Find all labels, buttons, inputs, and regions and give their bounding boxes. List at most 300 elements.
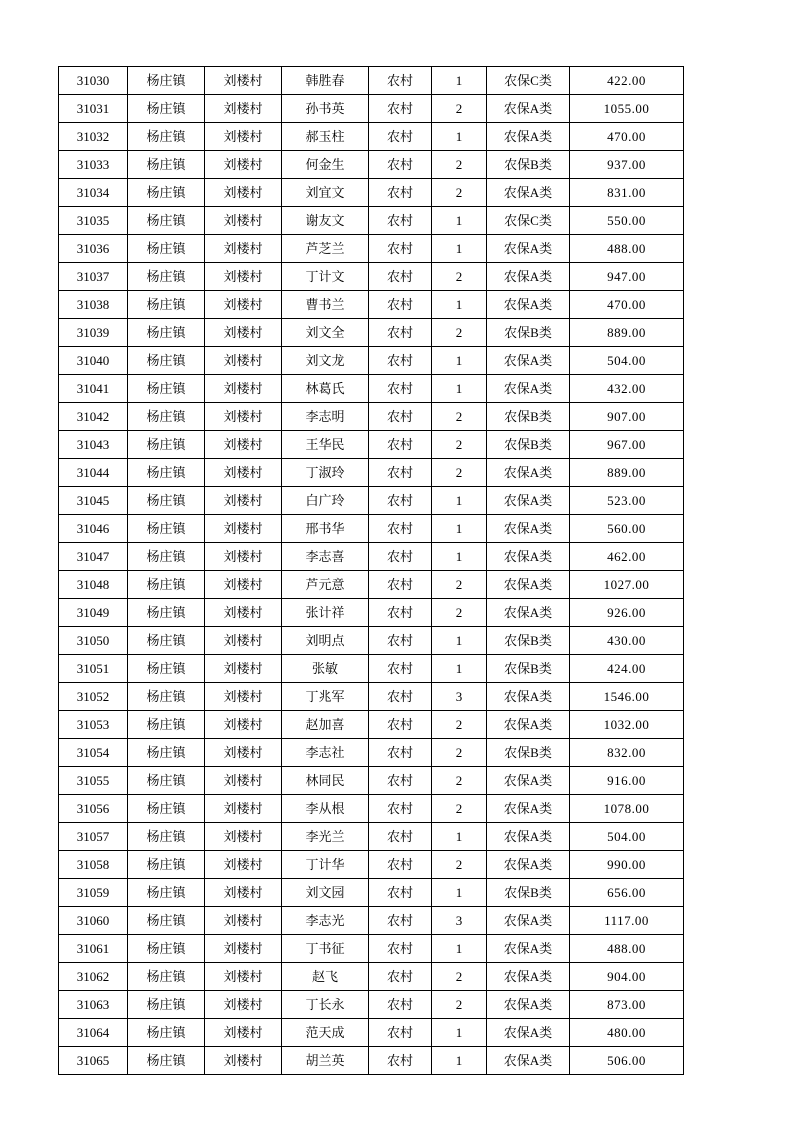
- cell-id: 31059: [59, 879, 128, 907]
- cell-count: 2: [432, 711, 487, 739]
- cell-type: 农村: [369, 263, 432, 291]
- cell-town: 杨庄镇: [128, 571, 205, 599]
- cell-type: 农村: [369, 95, 432, 123]
- table-row: [59, 991, 684, 1019]
- cell-name: 范天成: [282, 1019, 369, 1047]
- cell-type: 农村: [369, 711, 432, 739]
- cell-amount: 1546.00: [570, 683, 684, 711]
- cell-village: 刘楼村: [205, 1019, 282, 1047]
- cell-village: 刘楼村: [205, 543, 282, 571]
- cell-town: 杨庄镇: [128, 179, 205, 207]
- cell-town: 杨庄镇: [128, 991, 205, 1019]
- cell-town: 杨庄镇: [128, 599, 205, 627]
- cell-count: 1: [432, 347, 487, 375]
- cell-village: 刘楼村: [205, 375, 282, 403]
- cell-id: 31047: [59, 543, 128, 571]
- cell-village: 刘楼村: [205, 599, 282, 627]
- cell-category: 农保C类: [487, 207, 570, 235]
- cell-category: 农保C类: [487, 67, 570, 95]
- cell-town: 杨庄镇: [128, 375, 205, 403]
- cell-count: 2: [432, 95, 487, 123]
- cell-category: 农保B类: [487, 655, 570, 683]
- cell-amount: 523.00: [570, 487, 684, 515]
- cell-name: 刘文全: [282, 319, 369, 347]
- cell-type: 农村: [369, 599, 432, 627]
- cell-name: 张敏: [282, 655, 369, 683]
- cell-id: 31037: [59, 263, 128, 291]
- cell-id: 31056: [59, 795, 128, 823]
- cell-count: 2: [432, 263, 487, 291]
- cell-type: 农村: [369, 515, 432, 543]
- cell-type: 农村: [369, 347, 432, 375]
- cell-count: 1: [432, 1019, 487, 1047]
- cell-village: 刘楼村: [205, 907, 282, 935]
- cell-amount: 462.00: [570, 543, 684, 571]
- cell-name: 芦元意: [282, 571, 369, 599]
- cell-amount: 967.00: [570, 431, 684, 459]
- table-row: [59, 1047, 684, 1075]
- cell-category: 农保A类: [487, 991, 570, 1019]
- cell-village: 刘楼村: [205, 571, 282, 599]
- cell-name: 刘文龙: [282, 347, 369, 375]
- cell-count: 1: [432, 207, 487, 235]
- cell-amount: 832.00: [570, 739, 684, 767]
- cell-count: 2: [432, 851, 487, 879]
- cell-type: 农村: [369, 823, 432, 851]
- cell-count: 1: [432, 67, 487, 95]
- cell-type: 农村: [369, 571, 432, 599]
- cell-village: 刘楼村: [205, 179, 282, 207]
- cell-town: 杨庄镇: [128, 123, 205, 151]
- cell-village: 刘楼村: [205, 319, 282, 347]
- cell-village: 刘楼村: [205, 711, 282, 739]
- table-row: [59, 263, 684, 291]
- table-row: [59, 179, 684, 207]
- table-row: [59, 935, 684, 963]
- cell-town: 杨庄镇: [128, 319, 205, 347]
- cell-village: 刘楼村: [205, 767, 282, 795]
- cell-village: 刘楼村: [205, 459, 282, 487]
- cell-amount: 916.00: [570, 767, 684, 795]
- cell-village: 刘楼村: [205, 207, 282, 235]
- cell-type: 农村: [369, 935, 432, 963]
- cell-count: 1: [432, 627, 487, 655]
- table-row: [59, 711, 684, 739]
- table-row: [59, 347, 684, 375]
- cell-name: 赵加喜: [282, 711, 369, 739]
- cell-village: 刘楼村: [205, 123, 282, 151]
- cell-amount: 907.00: [570, 403, 684, 431]
- table-row: [59, 963, 684, 991]
- cell-id: 31049: [59, 599, 128, 627]
- table-row: [59, 319, 684, 347]
- cell-category: 农保A类: [487, 291, 570, 319]
- cell-amount: 480.00: [570, 1019, 684, 1047]
- table-row: [59, 375, 684, 403]
- cell-count: 2: [432, 963, 487, 991]
- cell-type: 农村: [369, 235, 432, 263]
- cell-town: 杨庄镇: [128, 627, 205, 655]
- cell-town: 杨庄镇: [128, 347, 205, 375]
- subsidy-table: [58, 66, 684, 1075]
- cell-amount: 937.00: [570, 151, 684, 179]
- cell-town: 杨庄镇: [128, 935, 205, 963]
- cell-village: 刘楼村: [205, 991, 282, 1019]
- cell-category: 农保A类: [487, 543, 570, 571]
- cell-name: 郝玉柱: [282, 123, 369, 151]
- cell-id: 31034: [59, 179, 128, 207]
- cell-category: 农保B类: [487, 739, 570, 767]
- cell-village: 刘楼村: [205, 151, 282, 179]
- cell-village: 刘楼村: [205, 1047, 282, 1075]
- cell-id: 31043: [59, 431, 128, 459]
- cell-village: 刘楼村: [205, 487, 282, 515]
- cell-count: 2: [432, 739, 487, 767]
- cell-amount: 889.00: [570, 319, 684, 347]
- cell-type: 农村: [369, 879, 432, 907]
- cell-count: 2: [432, 459, 487, 487]
- cell-name: 刘文园: [282, 879, 369, 907]
- cell-count: 1: [432, 123, 487, 151]
- cell-town: 杨庄镇: [128, 907, 205, 935]
- table-row: [59, 851, 684, 879]
- cell-amount: 1027.00: [570, 571, 684, 599]
- table-row: [59, 151, 684, 179]
- cell-category: 农保A类: [487, 935, 570, 963]
- cell-count: 1: [432, 515, 487, 543]
- cell-type: 农村: [369, 151, 432, 179]
- cell-town: 杨庄镇: [128, 739, 205, 767]
- table-row: [59, 907, 684, 935]
- table-row: [59, 67, 684, 95]
- cell-town: 杨庄镇: [128, 515, 205, 543]
- cell-town: 杨庄镇: [128, 263, 205, 291]
- cell-name: 白广玲: [282, 487, 369, 515]
- cell-category: 农保A类: [487, 823, 570, 851]
- cell-town: 杨庄镇: [128, 543, 205, 571]
- cell-category: 农保A类: [487, 179, 570, 207]
- cell-id: 31040: [59, 347, 128, 375]
- cell-town: 杨庄镇: [128, 235, 205, 263]
- cell-town: 杨庄镇: [128, 151, 205, 179]
- cell-id: 31032: [59, 123, 128, 151]
- cell-category: 农保A类: [487, 795, 570, 823]
- cell-id: 31044: [59, 459, 128, 487]
- table-row: [59, 123, 684, 151]
- cell-name: 刘宜文: [282, 179, 369, 207]
- table-row: [59, 459, 684, 487]
- cell-village: 刘楼村: [205, 95, 282, 123]
- cell-name: 赵飞: [282, 963, 369, 991]
- cell-category: 农保A类: [487, 235, 570, 263]
- cell-type: 农村: [369, 963, 432, 991]
- cell-town: 杨庄镇: [128, 683, 205, 711]
- cell-id: 31031: [59, 95, 128, 123]
- table-row: [59, 739, 684, 767]
- cell-category: 农保A类: [487, 683, 570, 711]
- cell-id: 31033: [59, 151, 128, 179]
- cell-village: 刘楼村: [205, 263, 282, 291]
- table-row: [59, 1019, 684, 1047]
- cell-type: 农村: [369, 431, 432, 459]
- cell-count: 1: [432, 543, 487, 571]
- table-row: [59, 291, 684, 319]
- cell-town: 杨庄镇: [128, 711, 205, 739]
- cell-amount: 560.00: [570, 515, 684, 543]
- cell-category: 农保A类: [487, 459, 570, 487]
- cell-town: 杨庄镇: [128, 795, 205, 823]
- table-row: [59, 515, 684, 543]
- cell-amount: 1117.00: [570, 907, 684, 935]
- cell-amount: 904.00: [570, 963, 684, 991]
- cell-id: 31055: [59, 767, 128, 795]
- cell-category: 农保B类: [487, 319, 570, 347]
- cell-count: 2: [432, 403, 487, 431]
- cell-amount: 656.00: [570, 879, 684, 907]
- cell-type: 农村: [369, 487, 432, 515]
- cell-type: 农村: [369, 319, 432, 347]
- cell-amount: 504.00: [570, 347, 684, 375]
- cell-category: 农保B类: [487, 879, 570, 907]
- cell-category: 农保B类: [487, 431, 570, 459]
- cell-village: 刘楼村: [205, 823, 282, 851]
- cell-count: 2: [432, 179, 487, 207]
- cell-town: 杨庄镇: [128, 95, 205, 123]
- cell-name: 王华民: [282, 431, 369, 459]
- cell-village: 刘楼村: [205, 963, 282, 991]
- cell-name: 丁计文: [282, 263, 369, 291]
- cell-category: 农保A类: [487, 711, 570, 739]
- cell-type: 农村: [369, 1047, 432, 1075]
- cell-id: 31041: [59, 375, 128, 403]
- cell-amount: 550.00: [570, 207, 684, 235]
- cell-amount: 424.00: [570, 655, 684, 683]
- cell-count: 1: [432, 935, 487, 963]
- cell-count: 1: [432, 291, 487, 319]
- cell-village: 刘楼村: [205, 515, 282, 543]
- cell-count: 2: [432, 795, 487, 823]
- cell-type: 农村: [369, 291, 432, 319]
- cell-type: 农村: [369, 1019, 432, 1047]
- cell-category: 农保A类: [487, 375, 570, 403]
- cell-town: 杨庄镇: [128, 431, 205, 459]
- cell-amount: 470.00: [570, 123, 684, 151]
- cell-name: 邢书华: [282, 515, 369, 543]
- table-row: [59, 823, 684, 851]
- cell-count: 2: [432, 151, 487, 179]
- cell-village: 刘楼村: [205, 879, 282, 907]
- cell-id: 31036: [59, 235, 128, 263]
- cell-name: 丁长永: [282, 991, 369, 1019]
- cell-id: 31057: [59, 823, 128, 851]
- cell-name: 丁淑玲: [282, 459, 369, 487]
- cell-name: 李志光: [282, 907, 369, 935]
- cell-type: 农村: [369, 459, 432, 487]
- cell-id: 31054: [59, 739, 128, 767]
- cell-name: 何金生: [282, 151, 369, 179]
- cell-town: 杨庄镇: [128, 67, 205, 95]
- cell-count: 1: [432, 1047, 487, 1075]
- cell-id: 31053: [59, 711, 128, 739]
- cell-village: 刘楼村: [205, 67, 282, 95]
- cell-town: 杨庄镇: [128, 1019, 205, 1047]
- table-row: [59, 795, 684, 823]
- cell-category: 农保A类: [487, 963, 570, 991]
- cell-id: 31050: [59, 627, 128, 655]
- cell-town: 杨庄镇: [128, 487, 205, 515]
- cell-category: 农保A类: [487, 571, 570, 599]
- cell-type: 农村: [369, 123, 432, 151]
- table-row: [59, 207, 684, 235]
- cell-name: 李志社: [282, 739, 369, 767]
- cell-id: 31035: [59, 207, 128, 235]
- cell-id: 31048: [59, 571, 128, 599]
- cell-village: 刘楼村: [205, 655, 282, 683]
- cell-count: 1: [432, 235, 487, 263]
- cell-town: 杨庄镇: [128, 879, 205, 907]
- cell-village: 刘楼村: [205, 683, 282, 711]
- cell-category: 农保A类: [487, 487, 570, 515]
- cell-village: 刘楼村: [205, 739, 282, 767]
- cell-type: 农村: [369, 655, 432, 683]
- cell-amount: 432.00: [570, 375, 684, 403]
- cell-town: 杨庄镇: [128, 1047, 205, 1075]
- cell-amount: 430.00: [570, 627, 684, 655]
- cell-category: 农保A类: [487, 851, 570, 879]
- table-row: [59, 403, 684, 431]
- cell-name: 李光兰: [282, 823, 369, 851]
- cell-count: 2: [432, 431, 487, 459]
- cell-category: 农保A类: [487, 1047, 570, 1075]
- cell-amount: 947.00: [570, 263, 684, 291]
- cell-count: 1: [432, 655, 487, 683]
- cell-village: 刘楼村: [205, 431, 282, 459]
- cell-town: 杨庄镇: [128, 655, 205, 683]
- cell-name: 丁兆军: [282, 683, 369, 711]
- cell-count: 2: [432, 571, 487, 599]
- cell-count: 1: [432, 487, 487, 515]
- cell-name: 芦芝兰: [282, 235, 369, 263]
- cell-type: 农村: [369, 543, 432, 571]
- table-row: [59, 655, 684, 683]
- cell-id: 31064: [59, 1019, 128, 1047]
- table-row: [59, 95, 684, 123]
- cell-type: 农村: [369, 67, 432, 95]
- cell-name: 韩胜春: [282, 67, 369, 95]
- cell-count: 3: [432, 907, 487, 935]
- cell-name: 张计祥: [282, 599, 369, 627]
- cell-category: 农保A类: [487, 263, 570, 291]
- cell-village: 刘楼村: [205, 403, 282, 431]
- cell-village: 刘楼村: [205, 935, 282, 963]
- cell-name: 丁书征: [282, 935, 369, 963]
- cell-category: 农保B类: [487, 151, 570, 179]
- cell-type: 农村: [369, 375, 432, 403]
- table-row: [59, 879, 684, 907]
- table-row: [59, 767, 684, 795]
- cell-name: 刘明点: [282, 627, 369, 655]
- cell-category: 农保B类: [487, 403, 570, 431]
- cell-count: 1: [432, 879, 487, 907]
- cell-type: 农村: [369, 907, 432, 935]
- cell-count: 1: [432, 823, 487, 851]
- cell-amount: 1078.00: [570, 795, 684, 823]
- cell-id: 31051: [59, 655, 128, 683]
- cell-id: 31058: [59, 851, 128, 879]
- cell-amount: 488.00: [570, 235, 684, 263]
- cell-town: 杨庄镇: [128, 291, 205, 319]
- cell-id: 31061: [59, 935, 128, 963]
- cell-type: 农村: [369, 991, 432, 1019]
- cell-amount: 1055.00: [570, 95, 684, 123]
- cell-id: 31060: [59, 907, 128, 935]
- cell-id: 31039: [59, 319, 128, 347]
- cell-name: 孙书英: [282, 95, 369, 123]
- cell-category: 农保A类: [487, 767, 570, 795]
- table-row: [59, 431, 684, 459]
- cell-id: 31065: [59, 1047, 128, 1075]
- cell-amount: 926.00: [570, 599, 684, 627]
- cell-name: 胡兰英: [282, 1047, 369, 1075]
- cell-category: 农保A类: [487, 95, 570, 123]
- cell-id: 31062: [59, 963, 128, 991]
- cell-name: 林葛氏: [282, 375, 369, 403]
- cell-id: 31046: [59, 515, 128, 543]
- cell-count: 1: [432, 375, 487, 403]
- cell-id: 31063: [59, 991, 128, 1019]
- cell-type: 农村: [369, 739, 432, 767]
- cell-amount: 488.00: [570, 935, 684, 963]
- cell-type: 农村: [369, 767, 432, 795]
- cell-type: 农村: [369, 683, 432, 711]
- cell-amount: 1032.00: [570, 711, 684, 739]
- table-row: [59, 627, 684, 655]
- cell-amount: 506.00: [570, 1047, 684, 1075]
- cell-count: 3: [432, 683, 487, 711]
- cell-category: 农保A类: [487, 123, 570, 151]
- cell-name: 谢友文: [282, 207, 369, 235]
- cell-village: 刘楼村: [205, 347, 282, 375]
- cell-id: 31030: [59, 67, 128, 95]
- cell-amount: 470.00: [570, 291, 684, 319]
- cell-category: 农保A类: [487, 599, 570, 627]
- cell-name: 李志明: [282, 403, 369, 431]
- cell-town: 杨庄镇: [128, 823, 205, 851]
- cell-category: 农保A类: [487, 1019, 570, 1047]
- cell-town: 杨庄镇: [128, 767, 205, 795]
- cell-id: 31045: [59, 487, 128, 515]
- cell-category: 农保A类: [487, 347, 570, 375]
- cell-type: 农村: [369, 207, 432, 235]
- cell-id: 31038: [59, 291, 128, 319]
- cell-count: 2: [432, 319, 487, 347]
- cell-id: 31042: [59, 403, 128, 431]
- cell-count: 2: [432, 599, 487, 627]
- cell-village: 刘楼村: [205, 235, 282, 263]
- cell-village: 刘楼村: [205, 291, 282, 319]
- cell-town: 杨庄镇: [128, 963, 205, 991]
- cell-amount: 990.00: [570, 851, 684, 879]
- table-row: [59, 683, 684, 711]
- cell-amount: 889.00: [570, 459, 684, 487]
- cell-amount: 831.00: [570, 179, 684, 207]
- cell-category: 农保A类: [487, 515, 570, 543]
- cell-name: 李志喜: [282, 543, 369, 571]
- cell-village: 刘楼村: [205, 795, 282, 823]
- cell-type: 农村: [369, 179, 432, 207]
- cell-count: 2: [432, 991, 487, 1019]
- table-body: [59, 67, 684, 1075]
